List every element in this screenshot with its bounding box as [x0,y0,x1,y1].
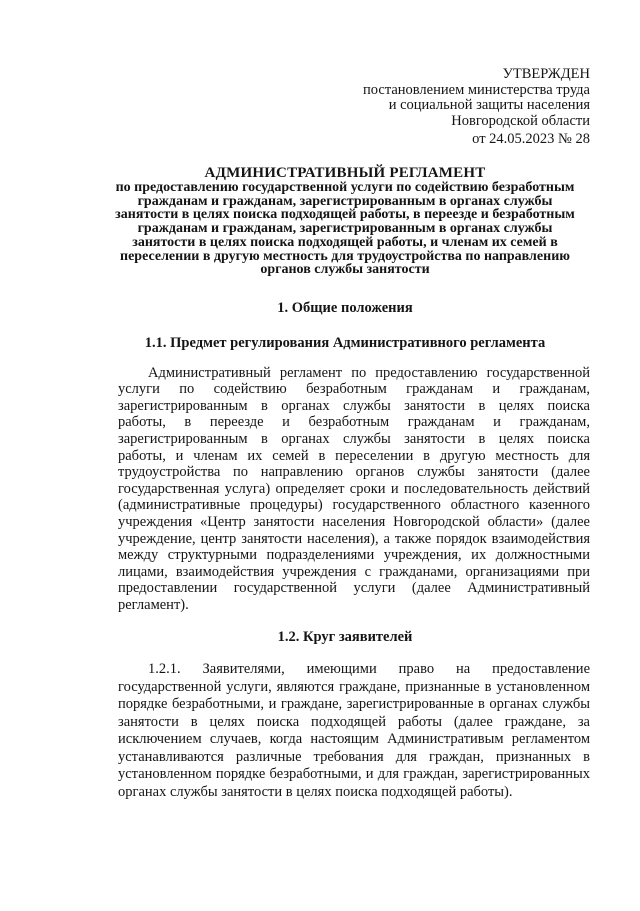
paragraph-line: органах службы занятости в целях поиска подходящей работы). [118,783,513,800]
approval-title: УТВЕРЖДЕН [502,66,590,82]
title-line: гражданам и гражданам, зарегистрированным в органах службы [137,221,553,237]
paragraph-line: зарегистрированным в органах службы занятости в целях поиска [118,431,590,448]
title-line: гражданам и гражданам, зарегистрированным в органах службы [137,193,553,209]
paragraph-line: работы, и членам их семей в переселении в другую местность для [118,447,590,464]
title-line: органов службы занятости [260,262,430,278]
title-line: занятости в целях поиска подходящей работы, и членам их семей в [132,234,558,250]
paragraph-line: Административный регламент по предоставлению государственной [148,364,590,381]
paragraph-line: государственная услуга) определяет сроки и последовательность действий [118,480,590,497]
paragraph-line: устанавливаются различные требования для граждан, признанных в [118,748,590,765]
paragraph-line: государственной услуги, являются граждане, признанные в установленном [118,678,590,695]
approval-line: и социальной защиты населения [388,97,590,113]
paragraph-subject [118,365,590,614]
title-heading: АДМИНИСТРАТИВНЫЙ РЕГЛАМЕНТ [204,165,486,181]
section-heading-applicants: 1.2. Круг заявителей [277,629,413,645]
paragraph-line: установленном порядке безработными, и для граждан, зарегистрированных [118,766,590,782]
paragraph-line: лицами, взаимодействия учреждения с гражданами, организациями при [118,563,590,580]
paragraph-line: учреждение, центр занятости населения), а также порядок взаимодействия [118,530,590,547]
paragraph-line: 1.2.1. Заявителями, имеющими право на предоставление [148,661,590,677]
paragraph-line: между структурными подразделениями учреждения, их должностными [118,547,590,564]
paragraph-line: работы, в переезде и безработным гражданам и гражданам, [118,414,590,431]
paragraph-line: (административные процедуры) государственного областного казенного [118,497,590,514]
paragraph-line: порядке безработными, и граждане, зарегистрированные в органах службы [118,696,590,712]
paragraph-applicants [118,661,590,801]
approval-line: Новгородской области [451,112,590,129]
approval-block [290,67,590,148]
section-heading-general: 1. Общие положения [277,300,413,316]
section-heading-subject: 1.1. Предмет регулирования Административного регламента [144,335,546,351]
paragraph-line: учреждения «Центр занятости населения Новгородской области» (далее [118,514,590,531]
paragraph-line: регламент). [118,597,189,613]
paragraph-line: предоставлении государственной услуги (далее Административный [118,580,590,597]
title-line: занятости в целях поиска подходящей работы, в переезде и безработным [115,207,575,223]
paragraph-line: занятости в целях поиска подходящей работы (далее граждане, за [118,713,590,730]
paragraph-line: исключением случаев, когда настоящим Административым регламентом [118,731,590,747]
title-line: переселении в другую местность для трудоустройства по направлению [120,248,570,264]
paragraph-line: зарегистрированным в органах службы занятости в целях поиска [118,397,590,414]
approval-line: постановлением министерства труда [363,81,590,98]
paragraph-line: трудоустройства по направлению органов службы занятости (далее [118,464,590,481]
approval-date: от 24.05.2023 № 28 [472,131,590,147]
title-line: по предоставлению государственной услуги по содействию безработным [115,180,575,195]
paragraph-line: услуги по содействию безработным гражданам и гражданам, [118,381,590,398]
document-title [110,165,580,277]
